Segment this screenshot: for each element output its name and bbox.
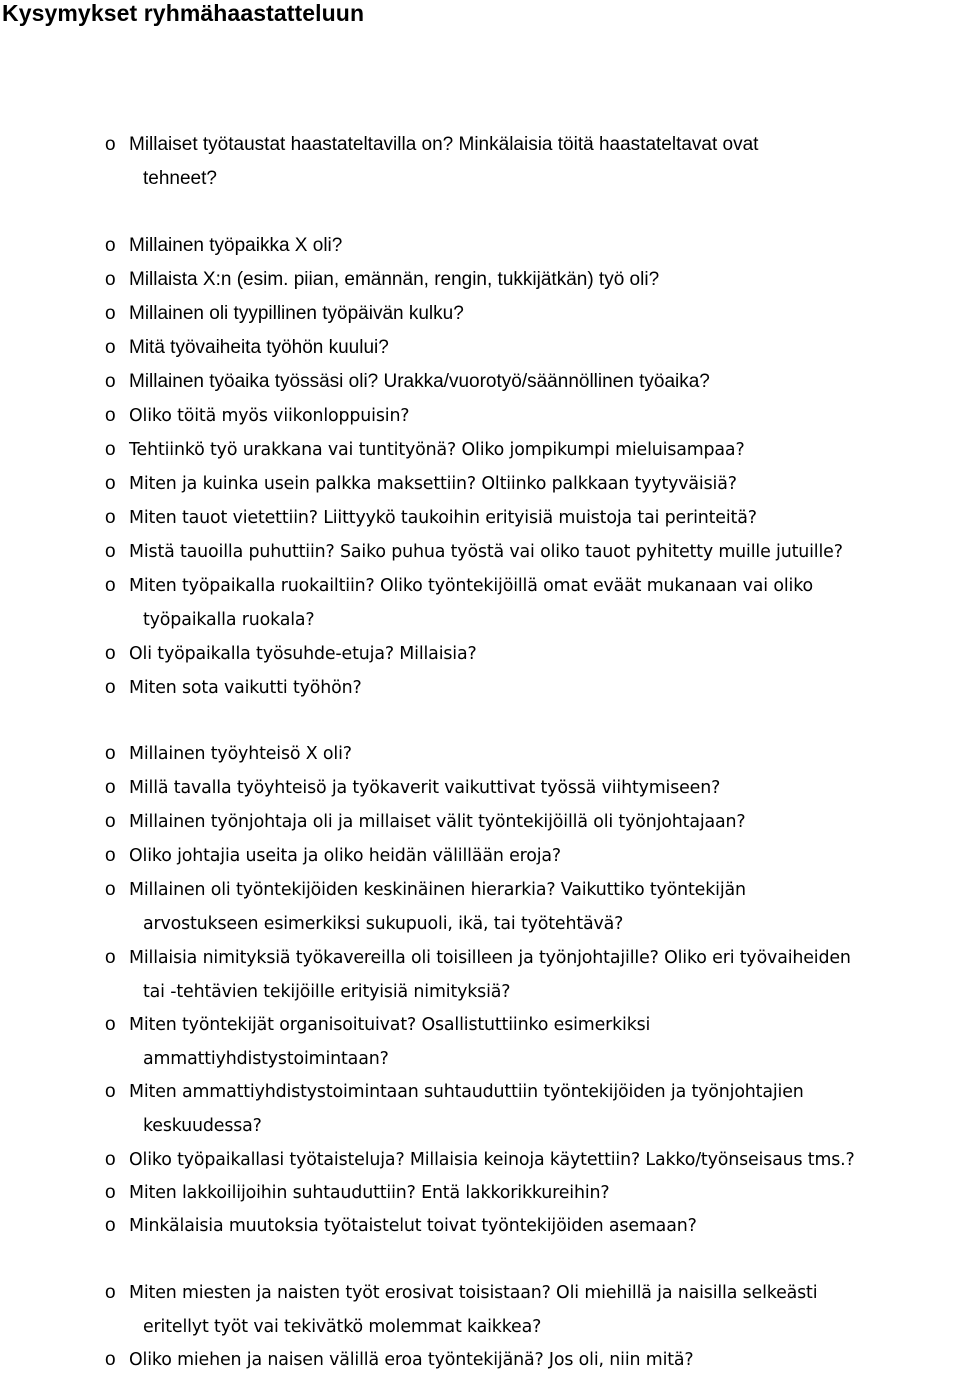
list-item — [105, 365, 960, 399]
list-item — [105, 263, 960, 297]
question-text: Millaista X:n (esim. piian, emännän, rengin, tukkijätkän) työ oli? — [129, 269, 660, 290]
question-text: Miten työntekijät organisoituivat? Osallistuttiinko esimerkiksi — [129, 1015, 651, 1035]
question-text: Miten sota vaikutti työhön? — [129, 678, 362, 698]
bullet-marker: o — [105, 1282, 116, 1303]
bullet-marker: o — [105, 405, 116, 426]
list-item — [105, 839, 960, 873]
bullet-marker: o — [105, 1182, 116, 1203]
list-item — [105, 1209, 960, 1243]
bullet-marker: o — [105, 337, 116, 358]
bullet-marker: o — [105, 811, 116, 832]
question-text-continued: eritellyt työt vai tekivätkö molemmat kaikkea? — [143, 1317, 542, 1337]
question-text: Millä tavalla työyhteisö ja työkaverit vaikuttivat työssä viihtymiseen? — [129, 778, 721, 798]
bullet-marker: o — [105, 743, 116, 764]
question-text: Millaisia nimityksiä työkavereilla oli toisilleen ja työnjohtajille? Oliko eri työvaiheiden — [129, 948, 851, 968]
question-text: Millainen työnjohtaja oli ja millaiset välit työntekijöillä oli työnjohtajaan? — [129, 812, 746, 832]
bullet-marker: o — [105, 473, 116, 494]
bullet-marker: o — [105, 879, 116, 900]
bullet-marker: o — [105, 371, 116, 392]
bullet-marker: o — [105, 1215, 116, 1236]
list-item — [105, 535, 960, 569]
list-item — [105, 1276, 960, 1344]
list-item — [105, 331, 960, 365]
list-item — [105, 399, 960, 433]
question-text: Mitä työvaiheita työhön kuului? — [129, 337, 389, 358]
list-item — [105, 771, 960, 805]
list-item — [105, 1008, 960, 1076]
bullet-marker: o — [105, 439, 116, 460]
question-text: Millaiset työtaustat haastateltavilla on? Minkälaisia töitä haastateltavat ovat — [129, 134, 759, 155]
list-item — [105, 297, 960, 331]
question-text: Miten miesten ja naisten työt erosivat toisistaan? Oli miehillä ja naisilla selkeästi — [129, 1283, 818, 1303]
question-text: Millainen oli työntekijöiden keskinäinen hierarkia? Vaikuttiko työntekijän — [129, 880, 746, 900]
page-title: Kysymykset ryhmähaastatteluun — [2, 0, 365, 26]
question-text: Miten ja kuinka usein palkka maksettiin? Oltiinko palkkaan tyytyväisiä? — [129, 474, 737, 494]
bullet-marker: o — [105, 1149, 116, 1170]
bullet-marker: o — [105, 575, 116, 596]
bullet-marker: o — [105, 845, 116, 866]
question-text: Millainen työyhteisö X oli? — [129, 744, 352, 764]
question-text-continued: ammattiyhdistystoimintaan? — [143, 1049, 389, 1069]
list-item — [105, 1343, 960, 1377]
bullet-marker: o — [105, 303, 116, 324]
bullet-marker: o — [105, 643, 116, 664]
bullet-marker: o — [105, 269, 116, 290]
list-item — [105, 805, 960, 839]
question-text: Oliko työpaikallasi työtaisteluja? Millaisia keinoja käytettiin? Lakko/työnseisaus tms.? — [129, 1150, 855, 1170]
bullet-marker: o — [105, 235, 116, 256]
question-text: Tehtiinkö työ urakkana vai tuntityönä? Oliko jompikumpi mieluisampaa? — [129, 440, 745, 460]
question-text-continued: tai -tehtävien tekijöille erityisiä nimityksiä? — [143, 982, 511, 1002]
bullet-marker: o — [105, 134, 116, 155]
bullet-marker: o — [105, 1081, 116, 1102]
question-text: Mistä tauoilla puhuttiin? Saiko puhua työstä vai oliko tauot pyhitetty muille jutuille? — [129, 542, 843, 562]
question-text-continued: tehneet? — [143, 168, 217, 189]
bullet-marker: o — [105, 507, 116, 528]
list-item — [105, 1176, 960, 1210]
list-item — [105, 128, 960, 196]
list-item — [105, 569, 960, 637]
list-item — [105, 1075, 960, 1143]
question-text: Millainen työpaikka X oli? — [129, 235, 343, 256]
question-text: Millainen työaika työssäsi oli? Urakka/vuorotyö/säännöllinen työaika? — [129, 371, 710, 392]
bullet-marker: o — [105, 541, 116, 562]
question-text: Miten ammattiyhdistystoimintaan suhtauduttiin työntekijöiden ja työnjohtajien — [129, 1082, 804, 1102]
list-item — [105, 671, 960, 705]
list-item — [105, 467, 960, 501]
question-text-continued: keskuudessa? — [143, 1116, 262, 1136]
bullet-marker: o — [105, 677, 116, 698]
question-text: Minkälaisia muutoksia työtaistelut toivat työntekijöiden asemaan? — [129, 1216, 697, 1236]
list-item — [105, 873, 960, 941]
question-text: Oliko töitä myös viikonloppuisin? — [129, 406, 410, 426]
list-item — [105, 941, 960, 1009]
question-text: Millainen oli tyypillinen työpäivän kulku? — [129, 303, 464, 324]
list-item — [105, 229, 960, 263]
question-text-continued: työpaikalla ruokala? — [143, 610, 315, 630]
bullet-marker: o — [105, 947, 116, 968]
question-text: Miten tauot vietettiin? Liittyykö taukoihin erityisiä muistoja tai perinteitä? — [129, 508, 757, 528]
list-item — [105, 501, 960, 535]
question-text: Oliko miehen ja naisen välillä eroa työntekijänä? Jos oli, niin mitä? — [129, 1350, 694, 1370]
question-text: Miten lakkoilijoihin suhtauduttiin? Entä lakkorikkureihin? — [129, 1183, 610, 1203]
list-item — [105, 433, 960, 467]
bullet-marker: o — [105, 777, 116, 798]
question-text: Miten työpaikalla ruokailtiin? Oliko työntekijöillä omat eväät mukanaan vai oliko — [129, 576, 813, 596]
question-text: Oliko johtajia useita ja oliko heidän välillään eroja? — [129, 846, 562, 866]
list-item — [105, 637, 960, 671]
list-item — [105, 1143, 960, 1177]
bullet-marker: o — [105, 1349, 116, 1370]
bullet-marker: o — [105, 1014, 116, 1035]
question-text-continued: arvostukseen esimerkiksi sukupuoli, ikä, tai työtehtävä? — [143, 914, 624, 934]
question-text: Oli työpaikalla työsuhde-etuja? Millaisia? — [129, 644, 477, 664]
list-item — [105, 737, 960, 771]
